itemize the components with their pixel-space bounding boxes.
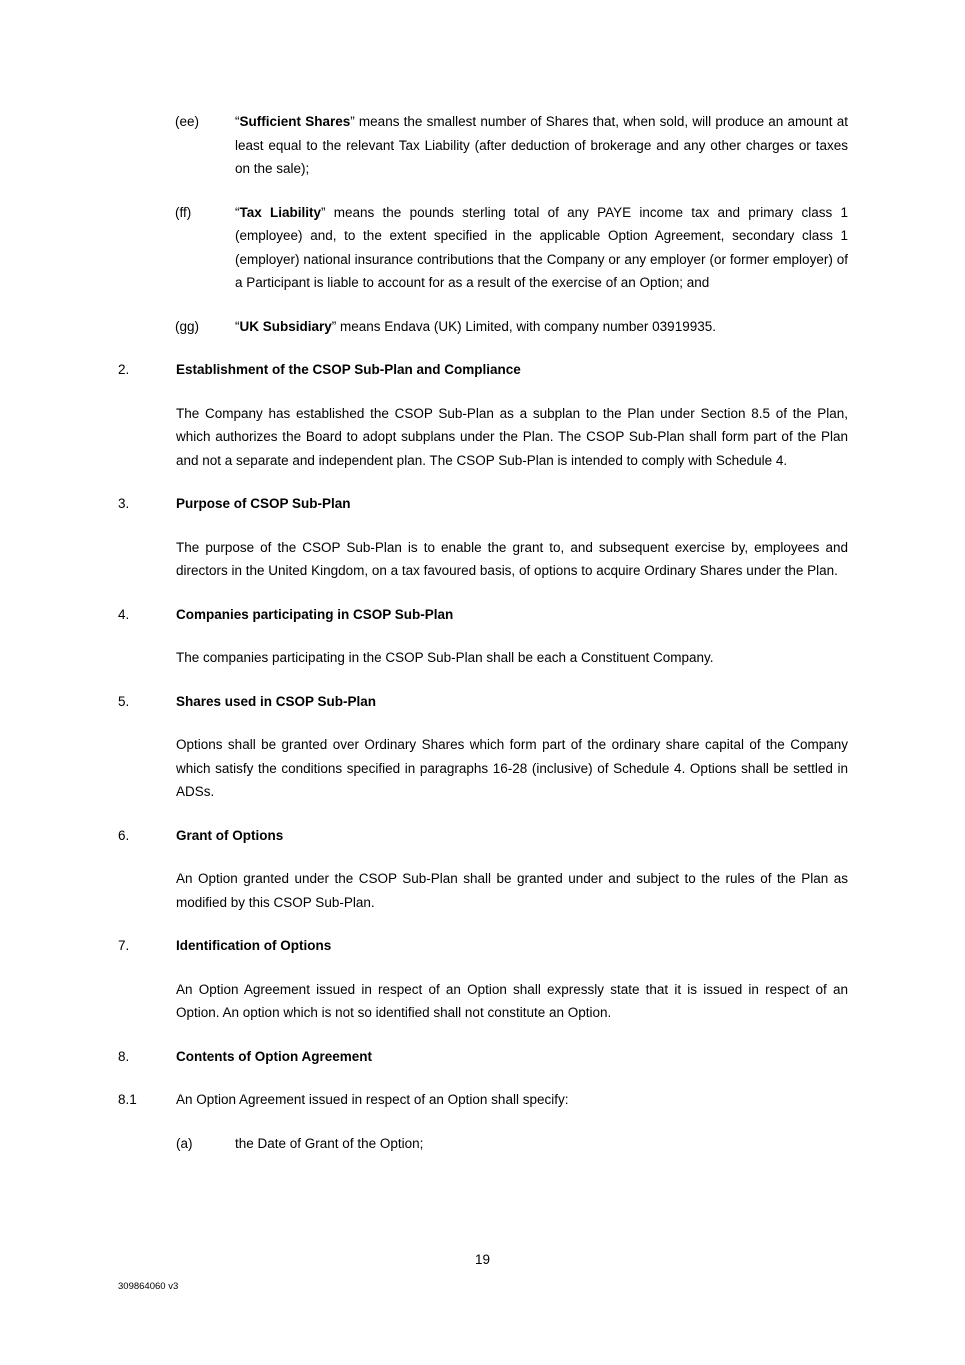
quote-close: ” <box>331 318 337 334</box>
section-title: Shares used in CSOP Sub-Plan <box>176 693 377 709</box>
section-heading-6 <box>118 824 848 848</box>
section-title: Grant of Options <box>176 827 284 843</box>
list-item-label: (a) <box>176 1135 193 1151</box>
section-body-5: Options shall be granted over Ordinary Shares which form part of the ordinary share capital of the Company which satisfy the conditions specified in paragraphs 16-28 (inclusive) of Schedule 4. Options shall be settled in ADSs. <box>176 737 848 799</box>
section-heading-8 <box>118 1045 848 1069</box>
page-number: 19 <box>474 1252 491 1267</box>
definition-label: (gg) <box>175 318 200 334</box>
section-body-4: The companies participating in the CSOP Sub-Plan shall be each a Constituent Company. <box>176 650 714 665</box>
quote-open: “ <box>235 318 240 334</box>
definition-body: means the smallest number of Shares that, when sold, will produce an amount at least equal to the relevant Tax Liability (after deduction of brokerage and any other charges or taxes on the sale); <box>235 114 848 176</box>
defined-term: UK Subsidiary <box>239 318 332 334</box>
section-body-3: The purpose of the CSOP Sub-Plan is to enable the grant to, and subsequent exercise by, employees and directors in the United Kingdom, on a tax favoured basis, of options to acquire Ordinary Shares under the Plan. <box>176 539 848 578</box>
subsection-8-1 <box>118 1088 848 1112</box>
section-number: 6. <box>118 827 130 843</box>
section-title: Contents of Option Agreement <box>176 1048 372 1064</box>
section-heading-7 <box>118 934 848 958</box>
section-title: Purpose of CSOP Sub-Plan <box>176 496 351 511</box>
list-item-a <box>176 1132 848 1156</box>
list-item-text: the Date of Grant of the Option; <box>235 1135 424 1151</box>
definition-item-ee <box>175 110 848 181</box>
quote-open: “ <box>235 114 240 129</box>
definition-body: means the pounds sterling total of any PAYE income tax and primary class 1 (employee) and, to the extent specified in the applicable Option Agreement, secondary class 1 (employer) national insurance contributions that the Company or any employer (or former employer) of a Participant is liable to account for as a result of the exercise of an Option; and <box>235 204 848 290</box>
section-body-6: An Option granted under the CSOP Sub-Plan shall be granted under and subject to the rules of the Plan as modified by this CSOP Sub-Plan. <box>176 871 848 910</box>
section-number: 4. <box>118 606 130 622</box>
definition-item-gg <box>175 315 848 339</box>
section-title: Establishment of the CSOP Sub-Plan and Compliance <box>176 362 521 377</box>
document-reference: 309864060 v3 <box>118 1281 179 1292</box>
section-body-2: The Company has established the CSOP Sub-Plan as a subplan to the Plan under Section 8.5 of the Plan, which authorizes the Board to adopt subplans under the Plan. The CSOP Sub-Plan shall form part of the Plan and not a separate and independent plan. The CSOP Sub-Plan is intended to comply with Schedule 4. <box>176 405 848 468</box>
quote-open: “ <box>235 204 240 220</box>
defined-term: Tax Liability <box>239 204 322 220</box>
section-number: 7. <box>118 938 130 953</box>
section-number: 3. <box>118 496 130 511</box>
definition-label: (ff) <box>175 204 192 220</box>
section-heading-5 <box>118 690 848 714</box>
section-number: 8. <box>118 1048 130 1064</box>
section-heading-2 <box>118 358 848 382</box>
section-number: 5. <box>118 693 130 709</box>
defined-term: Sufficient Shares <box>239 114 351 129</box>
section-heading-4 <box>118 603 848 627</box>
definition-body: means Endava (UK) Limited, with company number 03919935. <box>336 318 716 334</box>
definition-label: (ee) <box>175 114 200 129</box>
section-title: Identification of Options <box>176 938 332 953</box>
definition-text <box>235 201 848 295</box>
quote-close: ” <box>350 114 355 129</box>
section-heading-3 <box>118 492 848 516</box>
subsection-number: 8.1 <box>118 1092 137 1107</box>
subsection-text: An Option Agreement issued in respect of an Option shall specify: <box>176 1092 569 1107</box>
definition-text <box>235 110 848 181</box>
section-body-7: An Option Agreement issued in respect of an Option shall expressly state that it is issued in respect of an Option. An option which is not so identified shall not constitute an Option. <box>176 981 848 1020</box>
section-number: 2. <box>118 362 130 377</box>
section-title: Companies participating in CSOP Sub-Plan <box>176 606 454 622</box>
definition-item-ff <box>175 201 848 295</box>
definition-text <box>235 315 848 339</box>
quote-close: ” <box>321 204 326 220</box>
